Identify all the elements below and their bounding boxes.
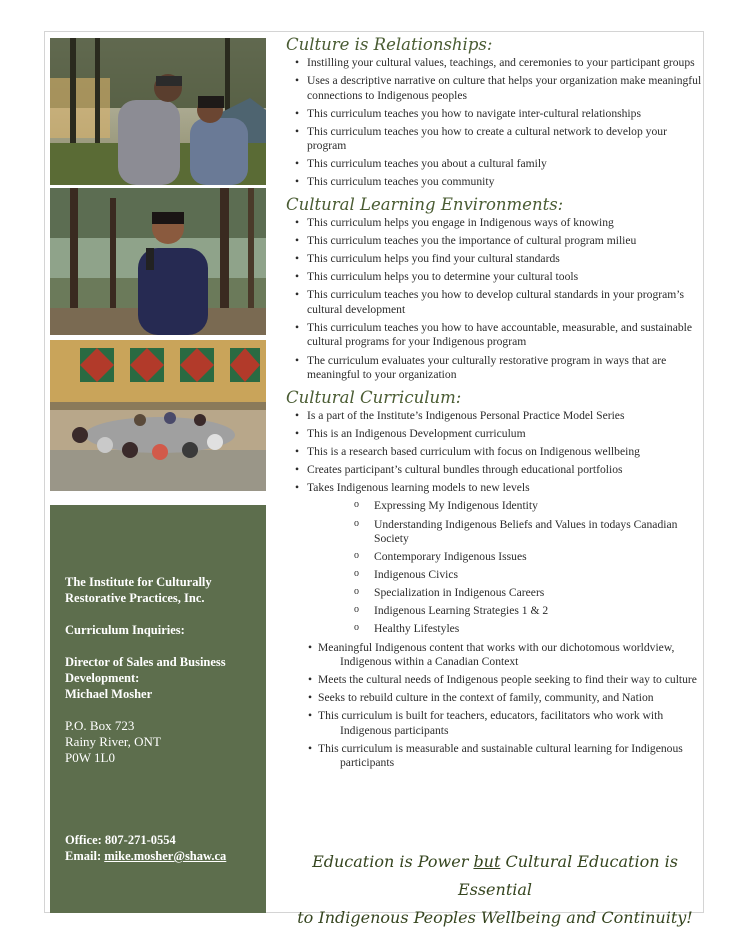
- sublist-item: o Healthy Lifestyles: [286, 622, 706, 637]
- cultural-curriculum-list: [286, 409, 706, 637]
- list-item: • The curriculum evaluates your culturally restorative program in ways that are meaningful to your organization: [286, 354, 706, 383]
- tagline-part: Education is Power: [312, 852, 474, 871]
- list-item: • This curriculum teaches you how to develop cultural standards in your program’s cultural development: [286, 288, 706, 317]
- sublist-item: o Contemporary Indigenous Issues: [286, 550, 706, 565]
- list-item: • Meets the cultural needs of Indigenous people seeking to find their way to culture: [286, 673, 706, 688]
- contact-sidebar: [50, 505, 266, 913]
- list-item: • This curriculum is measurable and sustainable cultural learning for Indigenous participants: [286, 742, 706, 771]
- learning-environments-list: [286, 216, 706, 383]
- learning-models-sublist: [286, 499, 706, 637]
- org-name-line1: The Institute for Culturally: [65, 575, 212, 589]
- main-content: [286, 34, 706, 775]
- tagline-line2: to Indigenous Peoples Wellbeing and Continuity!: [297, 908, 693, 927]
- role-title-line2: Development:: [65, 671, 140, 685]
- list-item: • This curriculum helps you find your cultural standards: [286, 252, 706, 267]
- address-line3: P0W 1L0: [65, 750, 115, 765]
- role-title-line1: Director of Sales and Business: [65, 655, 226, 669]
- sublist-item: o Indigenous Civics: [286, 568, 706, 583]
- list-item: • This curriculum teaches you how to navigate inter-cultural relationships: [286, 107, 706, 122]
- two-people-at-campsite-photo: [50, 38, 266, 185]
- section-heading-cultural-curriculum: Cultural Curriculum:: [286, 387, 462, 407]
- relationships-list: [286, 56, 706, 190]
- org-name-line2: Restorative Practices, Inc.: [65, 591, 205, 605]
- tagline-line1: [286, 848, 704, 904]
- list-item: • This curriculum teaches you how to create a cultural network to develop your program: [286, 125, 706, 154]
- list-item: • Uses a descriptive narrative on culture that helps your organization make meaningful connections to Indigenous peoples: [286, 74, 706, 103]
- list-item: • This is an Indigenous Development curriculum: [286, 427, 706, 442]
- office-label: Office:: [65, 833, 102, 847]
- sublist-item: o Specialization in Indigenous Careers: [286, 586, 706, 601]
- tagline-emphasis: but: [473, 852, 501, 871]
- list-item: • This curriculum helps you to determine your cultural tools: [286, 270, 706, 285]
- contact-details: [65, 832, 226, 864]
- office-phone: 807-271-0554: [104, 833, 176, 847]
- contact-name: Michael Mosher: [65, 687, 153, 701]
- list-item: • This is a research based curriculum with focus on Indigenous wellbeing: [286, 445, 706, 460]
- section-heading-relationships: Culture is Relationships:: [286, 35, 493, 54]
- child-with-microphone-photo: [50, 188, 266, 335]
- sublist-item: o Understanding Indigenous Beliefs and Values in todays Canadian Society: [286, 518, 706, 547]
- list-item: • Seeks to rebuild culture in the context of family, community, and Nation: [286, 691, 706, 706]
- list-item: • This curriculum teaches you the importance of cultural program milieu: [286, 234, 706, 249]
- email-link[interactable]: mike.mosher@shaw.ca: [104, 849, 227, 863]
- sublist-item: o Expressing My Indigenous Identity: [286, 499, 706, 514]
- cultural-curriculum-more-list: [286, 641, 706, 771]
- list-item: • Is a part of the Institute’s Indigenous Personal Practice Model Series: [286, 409, 706, 424]
- address-line1: P.O. Box 723: [65, 718, 135, 733]
- address-line2: Rainy River, ONT: [65, 734, 161, 749]
- sublist-item: o Indigenous Learning Strategies 1 & 2: [286, 604, 706, 619]
- list-item-learning-models: [286, 481, 706, 637]
- curriculum-inquiries-label: Curriculum Inquiries:: [65, 623, 185, 637]
- list-item: • This curriculum teaches you community: [286, 175, 706, 190]
- list-item-text: Takes Indigenous learning models to new levels: [307, 480, 530, 494]
- list-item: • This curriculum teaches you about a cultural family: [286, 157, 706, 172]
- list-item: • Instilling your cultural values, teachings, and ceremonies to your participant groups: [286, 56, 706, 71]
- tagline: [286, 848, 704, 932]
- list-item: • Meaningful Indigenous content that works with our dichotomous worldview, Indigenous within a Canadian Context: [286, 641, 706, 670]
- gym-circle-gathering-photo: [50, 340, 266, 491]
- list-item: • This curriculum is built for teachers, educators, facilitators who work with Indigenous participants: [286, 709, 706, 738]
- list-item: • Creates participant’s cultural bundles through educational portfolios: [286, 463, 706, 478]
- email-label: Email:: [65, 849, 102, 863]
- list-item: • This curriculum helps you engage in Indigenous ways of knowing: [286, 216, 706, 231]
- tagline-part: Cultural Education is Essential: [457, 852, 678, 899]
- section-heading-learning-environments: Cultural Learning Environments:: [286, 194, 564, 214]
- list-item: • This curriculum teaches you how to have accountable, measurable, and sustainable cultural programs for your Indigenous program: [286, 321, 706, 350]
